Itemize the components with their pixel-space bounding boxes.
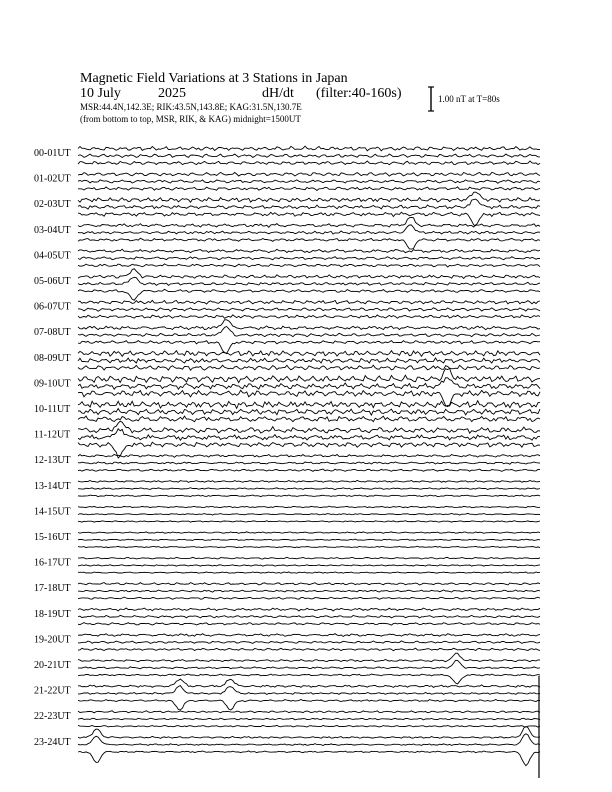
hour-row-04-05UT (34, 249, 540, 267)
trace-KAG (78, 454, 540, 457)
trace-KAG (78, 320, 540, 330)
trace-RIK (78, 358, 540, 363)
station-coordinates: MSR:44.4N,142.3E; RIK:43.5N,143.8E; KAG:31.5N,130.7E (80, 102, 302, 112)
hour-row-20-21UT (34, 653, 540, 684)
hour-row-18-19UT (34, 608, 540, 625)
trace-KAG (78, 583, 540, 585)
trace-MSR (78, 572, 540, 573)
hour-row-08-09UT (34, 351, 540, 371)
chart-quantity: dH/dt (262, 86, 294, 101)
trace-RIK (78, 180, 540, 183)
hour-row-06-07UT (34, 300, 540, 318)
trace-KAG (78, 249, 540, 253)
trace-MSR (78, 212, 540, 226)
hour-label: 20-21UT (34, 660, 71, 671)
hour-row-03-04UT (34, 217, 540, 249)
hour-row-16-17UT (34, 557, 540, 573)
hour-row-00-01UT (34, 146, 540, 165)
station-order-note: (from bottom to top, MSR, RIK, & KAG) midnight=1500UT (80, 114, 301, 124)
hour-row-12-13UT (34, 454, 540, 471)
hour-label: 15-16UT (34, 532, 71, 543)
hour-label: 13-14UT (34, 480, 71, 492)
trace-RIK (78, 686, 540, 695)
hour-row-19-20UT (34, 634, 540, 651)
trace-RIK (78, 641, 540, 644)
trace-MSR (78, 289, 540, 300)
trace-KAG (78, 679, 540, 687)
hour-label: 03-04UT (34, 224, 71, 236)
chart-filter: (filter:40-160s) (316, 86, 402, 101)
hour-label: 21-22UT (34, 685, 71, 697)
hour-label: 16-17UT (34, 557, 71, 569)
hour-row-02-03UT (34, 192, 540, 226)
trace-RIK (78, 199, 540, 209)
hour-row-13-14UT (34, 480, 540, 496)
trace-MSR (78, 521, 540, 522)
trace-KAG (78, 351, 540, 357)
trace-RIK (78, 734, 540, 746)
trace-KAG (78, 532, 540, 534)
hour-row-21-22UT (34, 679, 540, 710)
trace-MSR (78, 495, 540, 497)
trace-KAG (78, 711, 540, 713)
trace-MSR (78, 315, 540, 318)
hour-label: 10-11UT (34, 404, 71, 415)
trace-KAG (78, 421, 540, 433)
trace-RIK (78, 277, 540, 285)
hour-row-01-02UT (34, 172, 540, 190)
hour-row-22-23UT (34, 711, 540, 727)
trace-MSR (78, 725, 540, 727)
hour-label: 12-13UT (34, 455, 71, 467)
trace-KAG (78, 727, 540, 739)
trace-KAG (78, 146, 540, 151)
hour-row-23-24UT (34, 727, 540, 766)
chart-date: 10 July (80, 86, 121, 101)
hour-row-09-10UT (34, 368, 540, 406)
hour-label: 22-23UT (34, 711, 71, 723)
trace-KAG (78, 300, 540, 304)
trace-KAG (78, 480, 540, 482)
hour-label: 14-15UT (34, 506, 71, 518)
trace-RIK (78, 565, 540, 567)
trace-RIK (78, 429, 540, 440)
trace-MSR (78, 469, 540, 471)
trace-MSR (78, 674, 540, 684)
trace-KAG (78, 401, 540, 409)
trace-RIK (78, 488, 540, 490)
trace-KAG (78, 634, 540, 637)
trace-MSR (78, 238, 540, 249)
hour-label: 05-06UT (34, 276, 71, 287)
trace-MSR (78, 416, 540, 422)
hour-label: 17-18UT (34, 583, 71, 595)
chart-title: Magnetic Field Variations at 3 Stations in Japan (80, 71, 348, 86)
trace-MSR (78, 365, 540, 370)
trace-MSR (78, 341, 540, 354)
hour-label: 07-08UT (34, 327, 71, 339)
chart-year: 2025 (158, 86, 186, 101)
hour-label: 02-03UT (34, 199, 71, 211)
hour-label: 08-09UT (34, 352, 71, 364)
trace-MSR (78, 187, 540, 191)
hour-label: 11-12UT (34, 429, 71, 441)
hour-row-07-08UT (34, 320, 540, 354)
hour-row-14-15UT (34, 506, 540, 522)
trace-KAG (78, 653, 540, 662)
trace-KAG (78, 557, 540, 559)
hour-row-05-06UT (34, 269, 540, 301)
trace-RIK (78, 513, 540, 515)
trace-MSR (78, 623, 540, 626)
hour-label: 23-24UT (34, 736, 71, 748)
trace-RIK (78, 462, 540, 464)
trace-RIK (78, 378, 540, 390)
hour-label: 01-02UT (34, 173, 71, 185)
scale-bar-label: 1.00 nT at T=80s (438, 94, 500, 104)
trace-RIK (78, 409, 540, 416)
hour-label: 06-07UT (34, 301, 71, 313)
trace-RIK (78, 308, 540, 311)
hour-label: 19-20UT (34, 634, 71, 646)
hour-label: 18-19UT (34, 608, 71, 620)
trace-MSR (78, 751, 540, 766)
trace-MSR (78, 161, 540, 165)
trace-KAG (78, 269, 540, 279)
trace-MSR (78, 700, 540, 711)
trace-MSR (78, 648, 540, 651)
hour-row-15-16UT (34, 532, 540, 548)
trace-RIK (78, 615, 540, 618)
trace-MSR (78, 546, 540, 548)
trace-RIK (78, 718, 540, 720)
trace-KAG (78, 192, 540, 202)
hour-label: 00-01UT (34, 148, 71, 159)
trace-RIK (78, 539, 540, 540)
trace-RIK (78, 590, 540, 592)
hour-row-17-18UT (34, 583, 540, 600)
trace-RIK (78, 154, 540, 158)
hour-row-11-12UT (34, 421, 540, 458)
trace-RIK (78, 257, 540, 260)
trace-KAG (78, 368, 540, 382)
trace-MSR (78, 264, 540, 267)
trace-KAG (78, 506, 540, 508)
hour-row-10-11UT (34, 401, 540, 422)
trace-MSR (78, 597, 540, 599)
hour-label: 04-05UT (34, 250, 71, 262)
trace-RIK (78, 660, 540, 669)
trace-KAG (78, 172, 540, 176)
hour-label: 09-10UT (34, 378, 71, 390)
trace-KAG (78, 608, 540, 611)
